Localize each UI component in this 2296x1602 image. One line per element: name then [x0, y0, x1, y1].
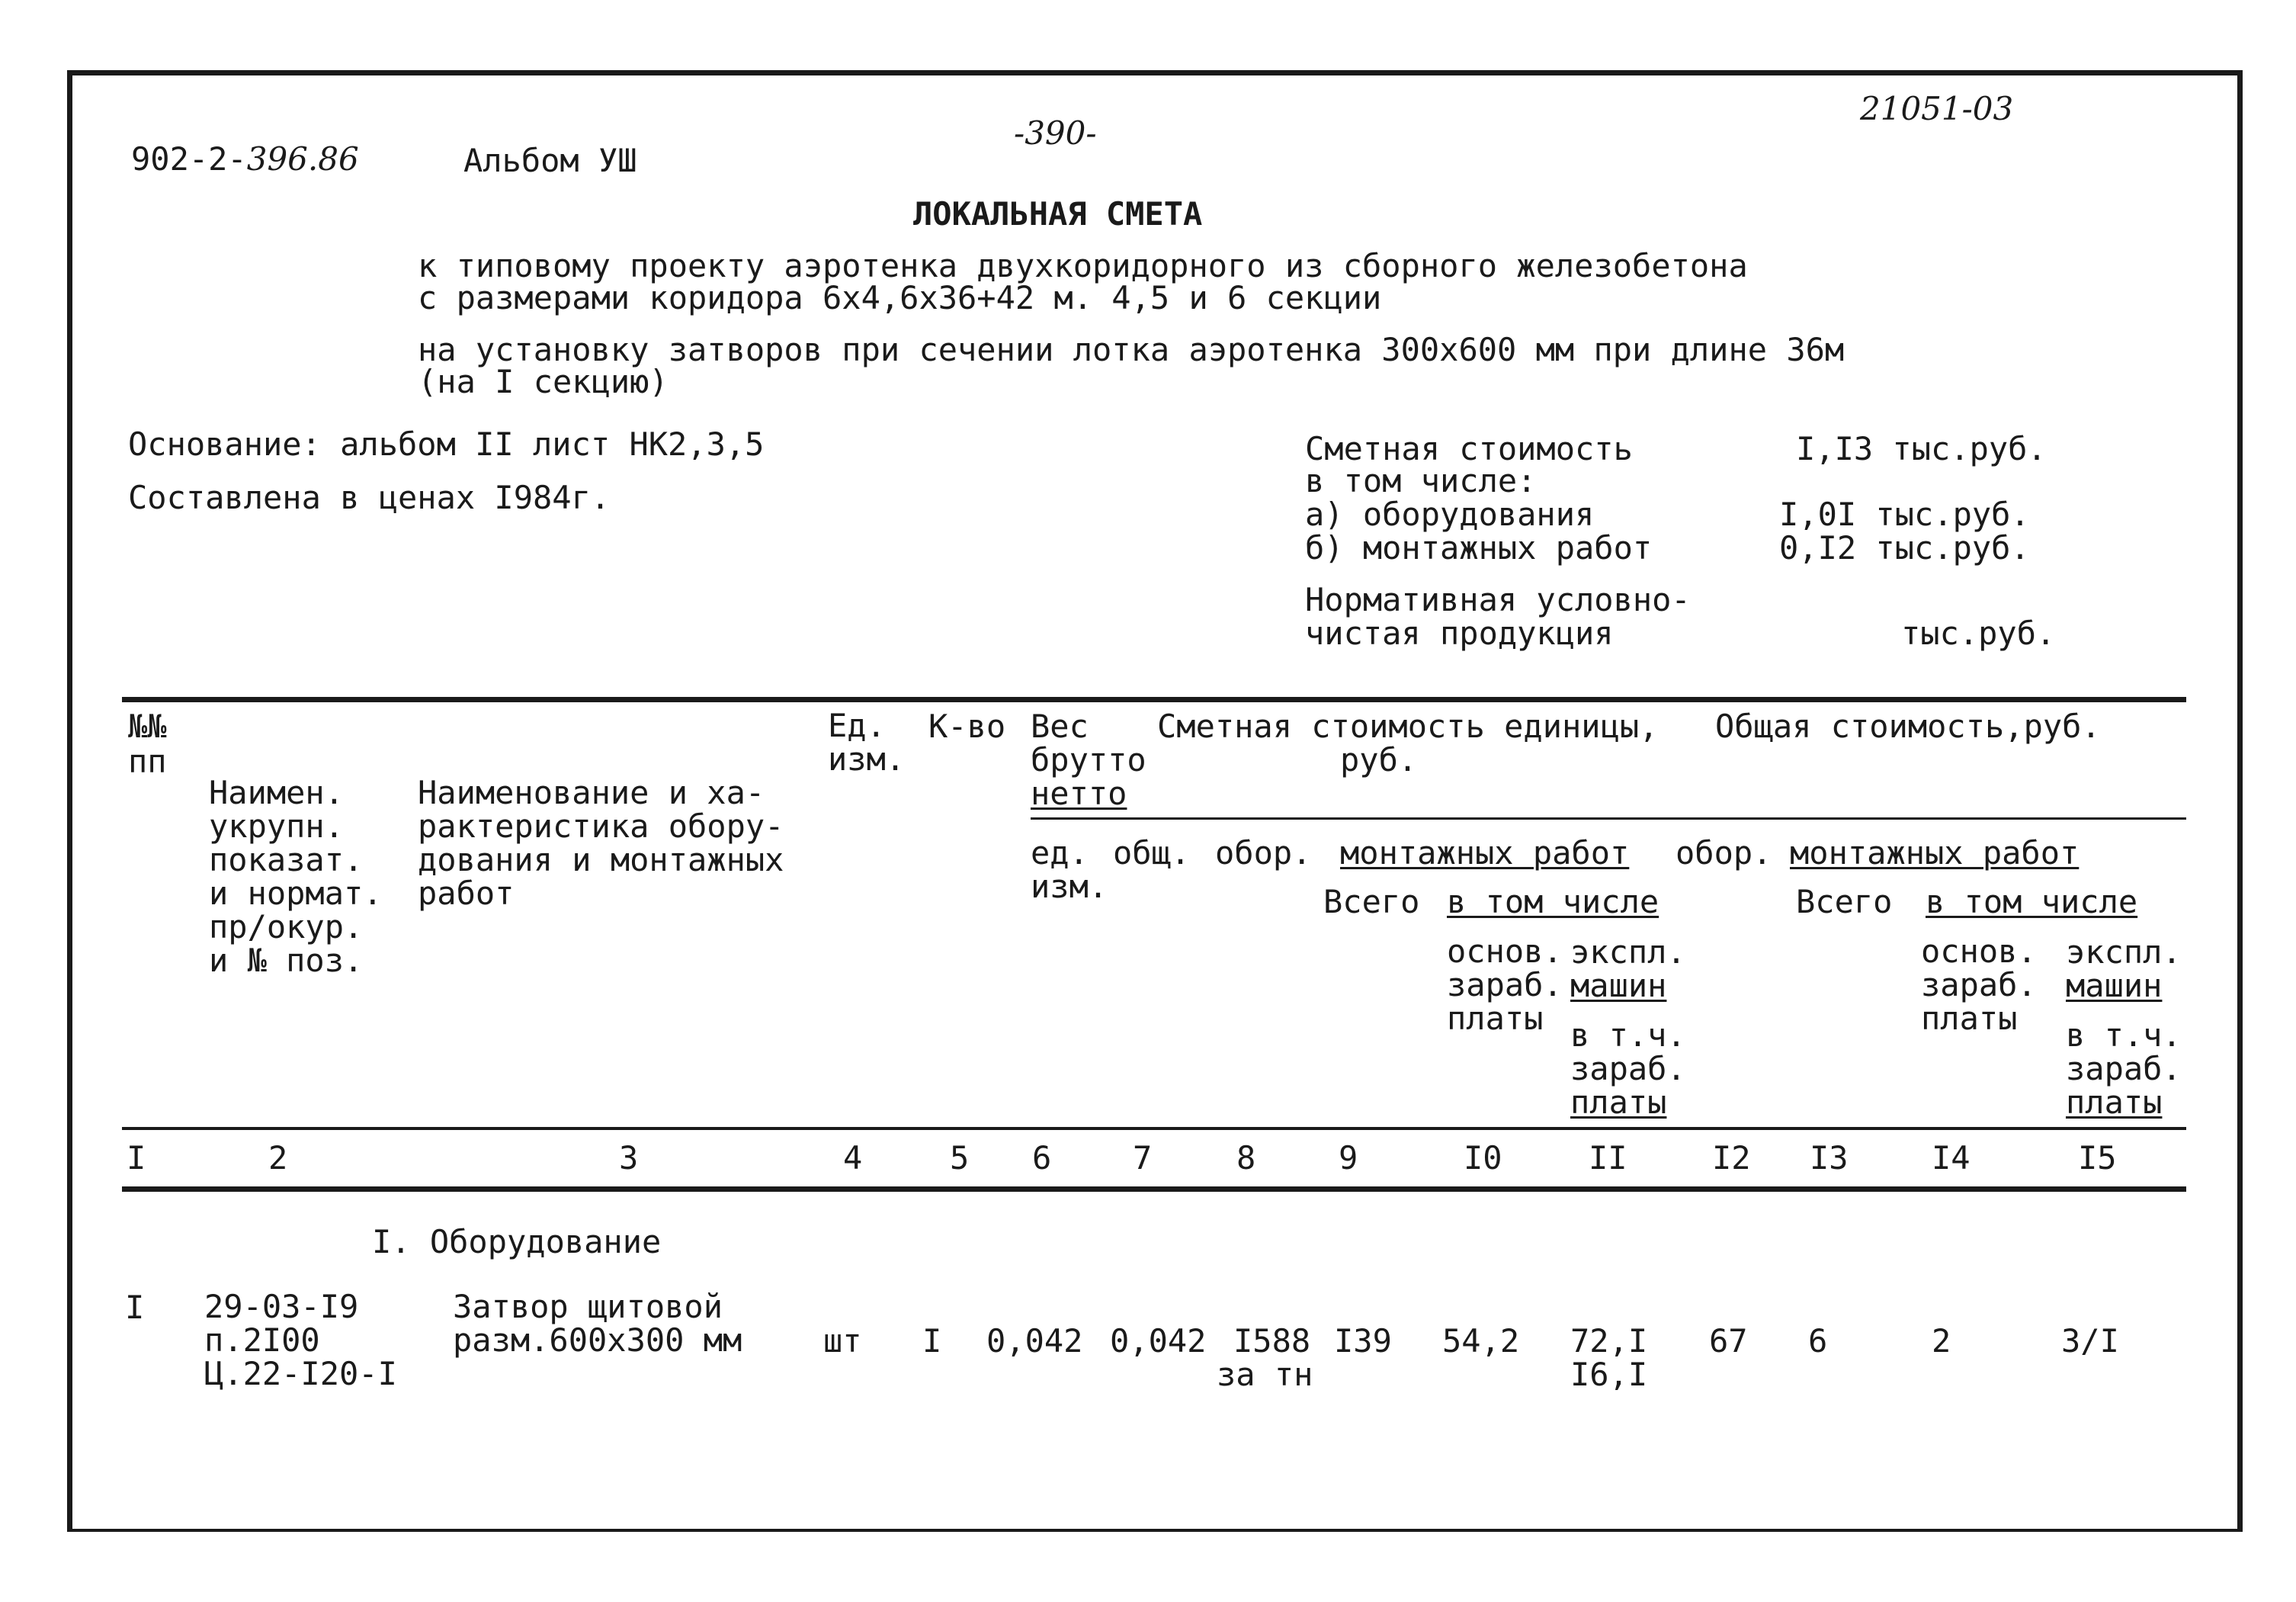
netto-rule [1031, 817, 2186, 820]
header-vtch-zp: в т.ч. зараб. платы [1570, 1016, 1686, 1121]
header-vsego-total: Всего [1796, 883, 1893, 920]
header-vtch: в том числе [1447, 883, 1659, 920]
row-obor-unit-note: за тн [1217, 1356, 1313, 1393]
colnum: 6 [1032, 1139, 1052, 1177]
row-no: I [125, 1289, 145, 1326]
cost-a-value: I,0I тыс.руб. [1779, 496, 2030, 533]
colnum: 8 [1236, 1139, 1256, 1177]
header-netto: нетто [1031, 775, 1127, 812]
header-mashin: машин [1570, 967, 1667, 1004]
cost-incl-label: в том числе: [1305, 462, 1537, 499]
row-name: Затвор щитовой разм.600х300 мм [453, 1288, 742, 1359]
header-total-cost: Общая стоимость,руб. [1715, 708, 2101, 745]
basis-line: Основание: альбом II лист НК2,3,5 [128, 425, 765, 463]
cost-b-label: б) монтажных работ [1305, 529, 1653, 567]
cost-total-label: Сметная стоимость [1305, 430, 1633, 467]
row-code: 29-03-I9 п.2I00 Ц.22-I20-I [204, 1288, 397, 1392]
colnum: I2 [1712, 1139, 1751, 1177]
row-mont-zp: 54,2 [1442, 1322, 1520, 1360]
header-obor-total: обор. [1676, 834, 1772, 872]
row-mont-total: I39 [1334, 1322, 1392, 1360]
header-osnov-total: основ. зараб. платы [1921, 933, 2037, 1037]
colnum: 5 [950, 1139, 970, 1177]
header-mashin-total: машин [2066, 967, 2163, 1004]
header-mont-total: монтажных работ [1790, 834, 2080, 872]
document-title: ЛОКАЛЬНАЯ СМЕТА [913, 195, 1203, 233]
header-obor: обор. [1215, 834, 1312, 872]
subtitle-line: (на I секцию) [418, 363, 669, 400]
header-mont: монтажных работ [1340, 834, 1630, 872]
colnum: 4 [843, 1139, 863, 1177]
header-unit-rub: руб. [1340, 741, 1418, 779]
header-unit-cost: Сметная стоимость единицы, [1157, 708, 1659, 745]
project-code: 902-2-396.86 [131, 140, 359, 178]
row-total-mont: 6 [1808, 1322, 1828, 1360]
header-bottom-rule [122, 1127, 2186, 1130]
header-col2: Наимен. укрупн. показат. и нормат. пр/окур. и № поз. [209, 774, 383, 979]
header-col3: Наименование и ха- рактеристика обору- дования и монтажных работ [418, 774, 784, 912]
row-obor-total: 67 [1709, 1322, 1748, 1360]
colnum: 3 [619, 1139, 639, 1177]
norm-label: чистая продукция [1305, 615, 1614, 652]
row-obor-unit: I588 [1233, 1322, 1311, 1360]
header-col4: Ед. изм. [828, 707, 906, 778]
row-qty: I [922, 1322, 942, 1360]
colnum-bottom-rule [122, 1186, 2186, 1192]
row-total-zp: 2 [1932, 1322, 1951, 1360]
page-number: -390- [1014, 114, 1097, 152]
registration-number: 21051-03 [1860, 90, 2014, 127]
subtitle-line: на установку затворов при сечении лотка аэротенка 300х600 мм при длине 36м [418, 331, 1845, 368]
header-ed: ед. [1031, 834, 1089, 872]
row-weight-unit: 0,042 [986, 1322, 1083, 1360]
header-col1: №№ пп [128, 708, 167, 780]
colnum: II [1589, 1139, 1627, 1177]
section-title: I. Оборудование [372, 1223, 662, 1260]
subtitle-line: к типовому проекту аэротенка двухкоридорного из сборного железобетона [418, 247, 1748, 284]
colnum: I5 [2078, 1139, 2117, 1177]
colnum: 9 [1339, 1139, 1358, 1177]
colnum: I3 [1810, 1139, 1849, 1177]
header-vsego: Всего [1323, 883, 1420, 920]
header-weight: Вес [1031, 708, 1089, 745]
header-obsh: общ. [1113, 834, 1191, 872]
subtitle-line: с размерами коридора 6х4,6х36+42 м. 4,5 и 6 секции [418, 279, 1382, 316]
header-vtch-total: в том числе [1926, 883, 2138, 920]
header-osnov: основ. зараб. платы [1447, 933, 1563, 1037]
colnum: I0 [1464, 1139, 1502, 1177]
header-ekspl: экспл. [1570, 933, 1686, 971]
header-vtch-zp-total: в т.ч. зараб. платы [2066, 1016, 2182, 1121]
cost-a-label: а) оборудования [1305, 496, 1595, 533]
album-label: Альбом УШ [463, 142, 637, 179]
colnum: 7 [1133, 1139, 1153, 1177]
colnum: 2 [268, 1139, 288, 1177]
row-weight-total: 0,042 [1110, 1322, 1207, 1360]
row-mont-mash: 72,I [1570, 1322, 1648, 1360]
cost-b-value: 0,I2 тыс.руб. [1779, 529, 2030, 567]
cost-total-value: I,I3 тыс.руб. [1796, 430, 2047, 467]
table-top-rule [122, 697, 2186, 702]
row-total-mash: 3/I [2061, 1322, 2119, 1360]
colnum: I4 [1932, 1139, 1971, 1177]
header-brutto: брутто [1031, 741, 1146, 779]
norm-label: Нормативная условно- [1305, 581, 1691, 618]
row-mont-mash-zp: I6,I [1570, 1356, 1648, 1393]
prices-line: Составлена в ценах I984г. [128, 479, 611, 516]
norm-value: тыс.руб. [1901, 615, 2056, 652]
header-izm: изм. [1031, 868, 1108, 905]
colnum: I [127, 1139, 146, 1177]
row-unit: шт [823, 1322, 862, 1360]
header-ekspl-total: экспл. [2066, 933, 2182, 971]
header-col5: К-во [928, 708, 1006, 745]
